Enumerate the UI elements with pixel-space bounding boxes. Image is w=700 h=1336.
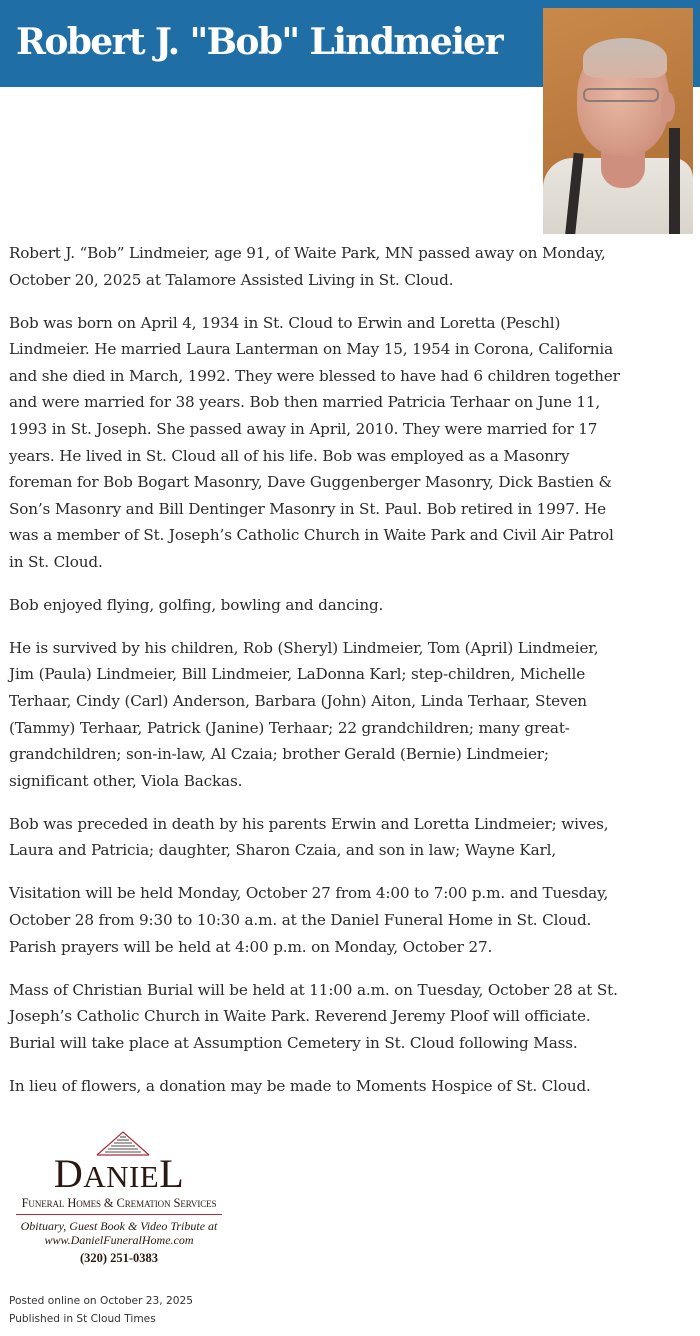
obituary-paragraph	[9, 635, 699, 795]
paragraph-line: Bob enjoyed flying, golfing, bowling and dancing.	[9, 595, 384, 614]
paragraph-line: He is survived by his children, Rob (Sheryl) Lindmeier, Tom (April) Lindmeier,	[9, 638, 599, 657]
photo-suspender-right	[669, 128, 680, 234]
paragraph-line: Terhaar, Cindy (Carl) Anderson, Barbara (John) Aiton, Linda Terhaar, Steven	[9, 692, 587, 711]
paragraph-line: Jim (Paula) Lindmeier, Bill Lindmeier, LaDonna Karl; step-children, Michelle	[9, 665, 586, 684]
paragraph-line: Bob was born on April 4, 1934 in St. Cloud to Erwin and Loretta (Peschl)	[9, 313, 561, 332]
obituary-text	[9, 240, 699, 1116]
funeral-home-logo	[6, 1130, 232, 1272]
obituary-paragraph	[9, 880, 699, 960]
obituary-paragraph	[9, 310, 699, 576]
funeral-home-info	[6, 1219, 232, 1247]
funeral-home-brand	[6, 1152, 232, 1199]
paragraph-line: in St. Cloud.	[9, 552, 103, 571]
paragraph-line: Parish prayers will be held at 4:00 p.m. on Monday, October 27.	[9, 937, 493, 956]
obituary-paragraph	[9, 977, 699, 1057]
paragraph-line: and she died in March, 1992. They were blessed to have had 6 children together	[9, 366, 620, 385]
portrait-photo	[543, 8, 693, 234]
brand-initial: D	[53, 1151, 84, 1196]
paragraph-line: Bob was preceded in death by his parents Erwin and Loretta Lindmeier; wives,	[9, 814, 609, 833]
obituary-paragraph	[9, 240, 699, 293]
paragraph-line: October 28 from 9:30 to 10:30 a.m. at the Daniel Funeral Home in St. Cloud.	[9, 911, 592, 930]
paragraph-line: (Tammy) Terhaar, Patrick (Janine) Terhaar; 22 grandchildren; many great-	[9, 718, 570, 737]
obituary-paragraph	[9, 811, 699, 864]
paragraph-line: Lindmeier. He married Laura Lanterman on May 15, 1954 in Corona, California	[9, 340, 613, 359]
paragraph-line: Son’s Masonry and Bill Dentinger Masonry in St. Paul. Bob retired in 1997. He	[9, 499, 607, 518]
page-title: Robert J. "Bob" Lindmeier	[16, 21, 502, 63]
brand-middle: ANIE	[83, 1159, 160, 1194]
paragraph-line: Joseph’s Catholic Church in Waite Park. Reverend Jeremy Ploof will officiate.	[9, 1007, 591, 1026]
published-in: Published in St Cloud Times	[9, 1313, 156, 1325]
obituary-paragraph	[9, 592, 699, 619]
funeral-home-website: www.DanielFuneralHome.com	[44, 1233, 194, 1247]
logo-divider	[16, 1214, 222, 1215]
photo-hair	[583, 38, 667, 78]
paragraph-line: Robert J. “Bob” Lindmeier, age 91, of Waite Park, MN passed away on Monday,	[9, 244, 606, 262]
funeral-home-phone: (320) 251-0383	[79, 1251, 159, 1265]
paragraph-line: significant other, Viola Backas.	[9, 771, 243, 790]
paragraph-line: years. He lived in St. Cloud all of his life. Bob was employed as a Masonry	[9, 446, 570, 465]
info-line-1: Obituary, Guest Book & Video Tribute at	[20, 1219, 218, 1233]
paragraph-line: Visitation will be held Monday, October 27 from 4:00 to 7:00 p.m. and Tuesday,	[9, 884, 609, 903]
paragraph-line: foreman for Bob Bogart Masonry, Dave Guggenberger Masonry, Dick Bastien &	[9, 473, 612, 492]
publication-meta	[9, 1292, 193, 1328]
obituary-paragraph	[9, 1073, 699, 1100]
funeral-home-tagline: Funeral Homes & Cremation Services	[21, 1196, 217, 1210]
paragraph-line: Mass of Christian Burial will be held at 11:00 a.m. on Tuesday, October 28 at St.	[9, 980, 618, 999]
paragraph-line: Laura and Patricia; daughter, Sharon Czaia, and son in law; Wayne Karl,	[9, 841, 556, 860]
paragraph-line: 1993 in St. Joseph. She passed away in April, 2010. They were married for 17	[9, 419, 598, 438]
photo-ear	[661, 92, 675, 122]
paragraph-line: Burial will take place at Assumption Cemetery in St. Cloud following Mass.	[9, 1033, 578, 1052]
photo-glasses	[583, 88, 659, 102]
paragraph-line: In lieu of flowers, a donation may be made to Moments Hospice of St. Cloud.	[9, 1076, 591, 1095]
paragraph-line: grandchildren; son-in-law, Al Czaia; brother Gerald (Bernie) Lindmeier;	[9, 745, 549, 764]
paragraph-line: and were married for 38 years. Bob then married Patricia Terhaar on June 11,	[9, 393, 601, 412]
brand-final: L	[159, 1151, 185, 1196]
paragraph-line: October 20, 2025 at Talamore Assisted Living in St. Cloud.	[9, 270, 454, 289]
paragraph-line: was a member of St. Joseph’s Catholic Church in Waite Park and Civil Air Patrol	[9, 526, 614, 545]
posted-date: Posted online on October 23, 2025	[9, 1295, 193, 1307]
